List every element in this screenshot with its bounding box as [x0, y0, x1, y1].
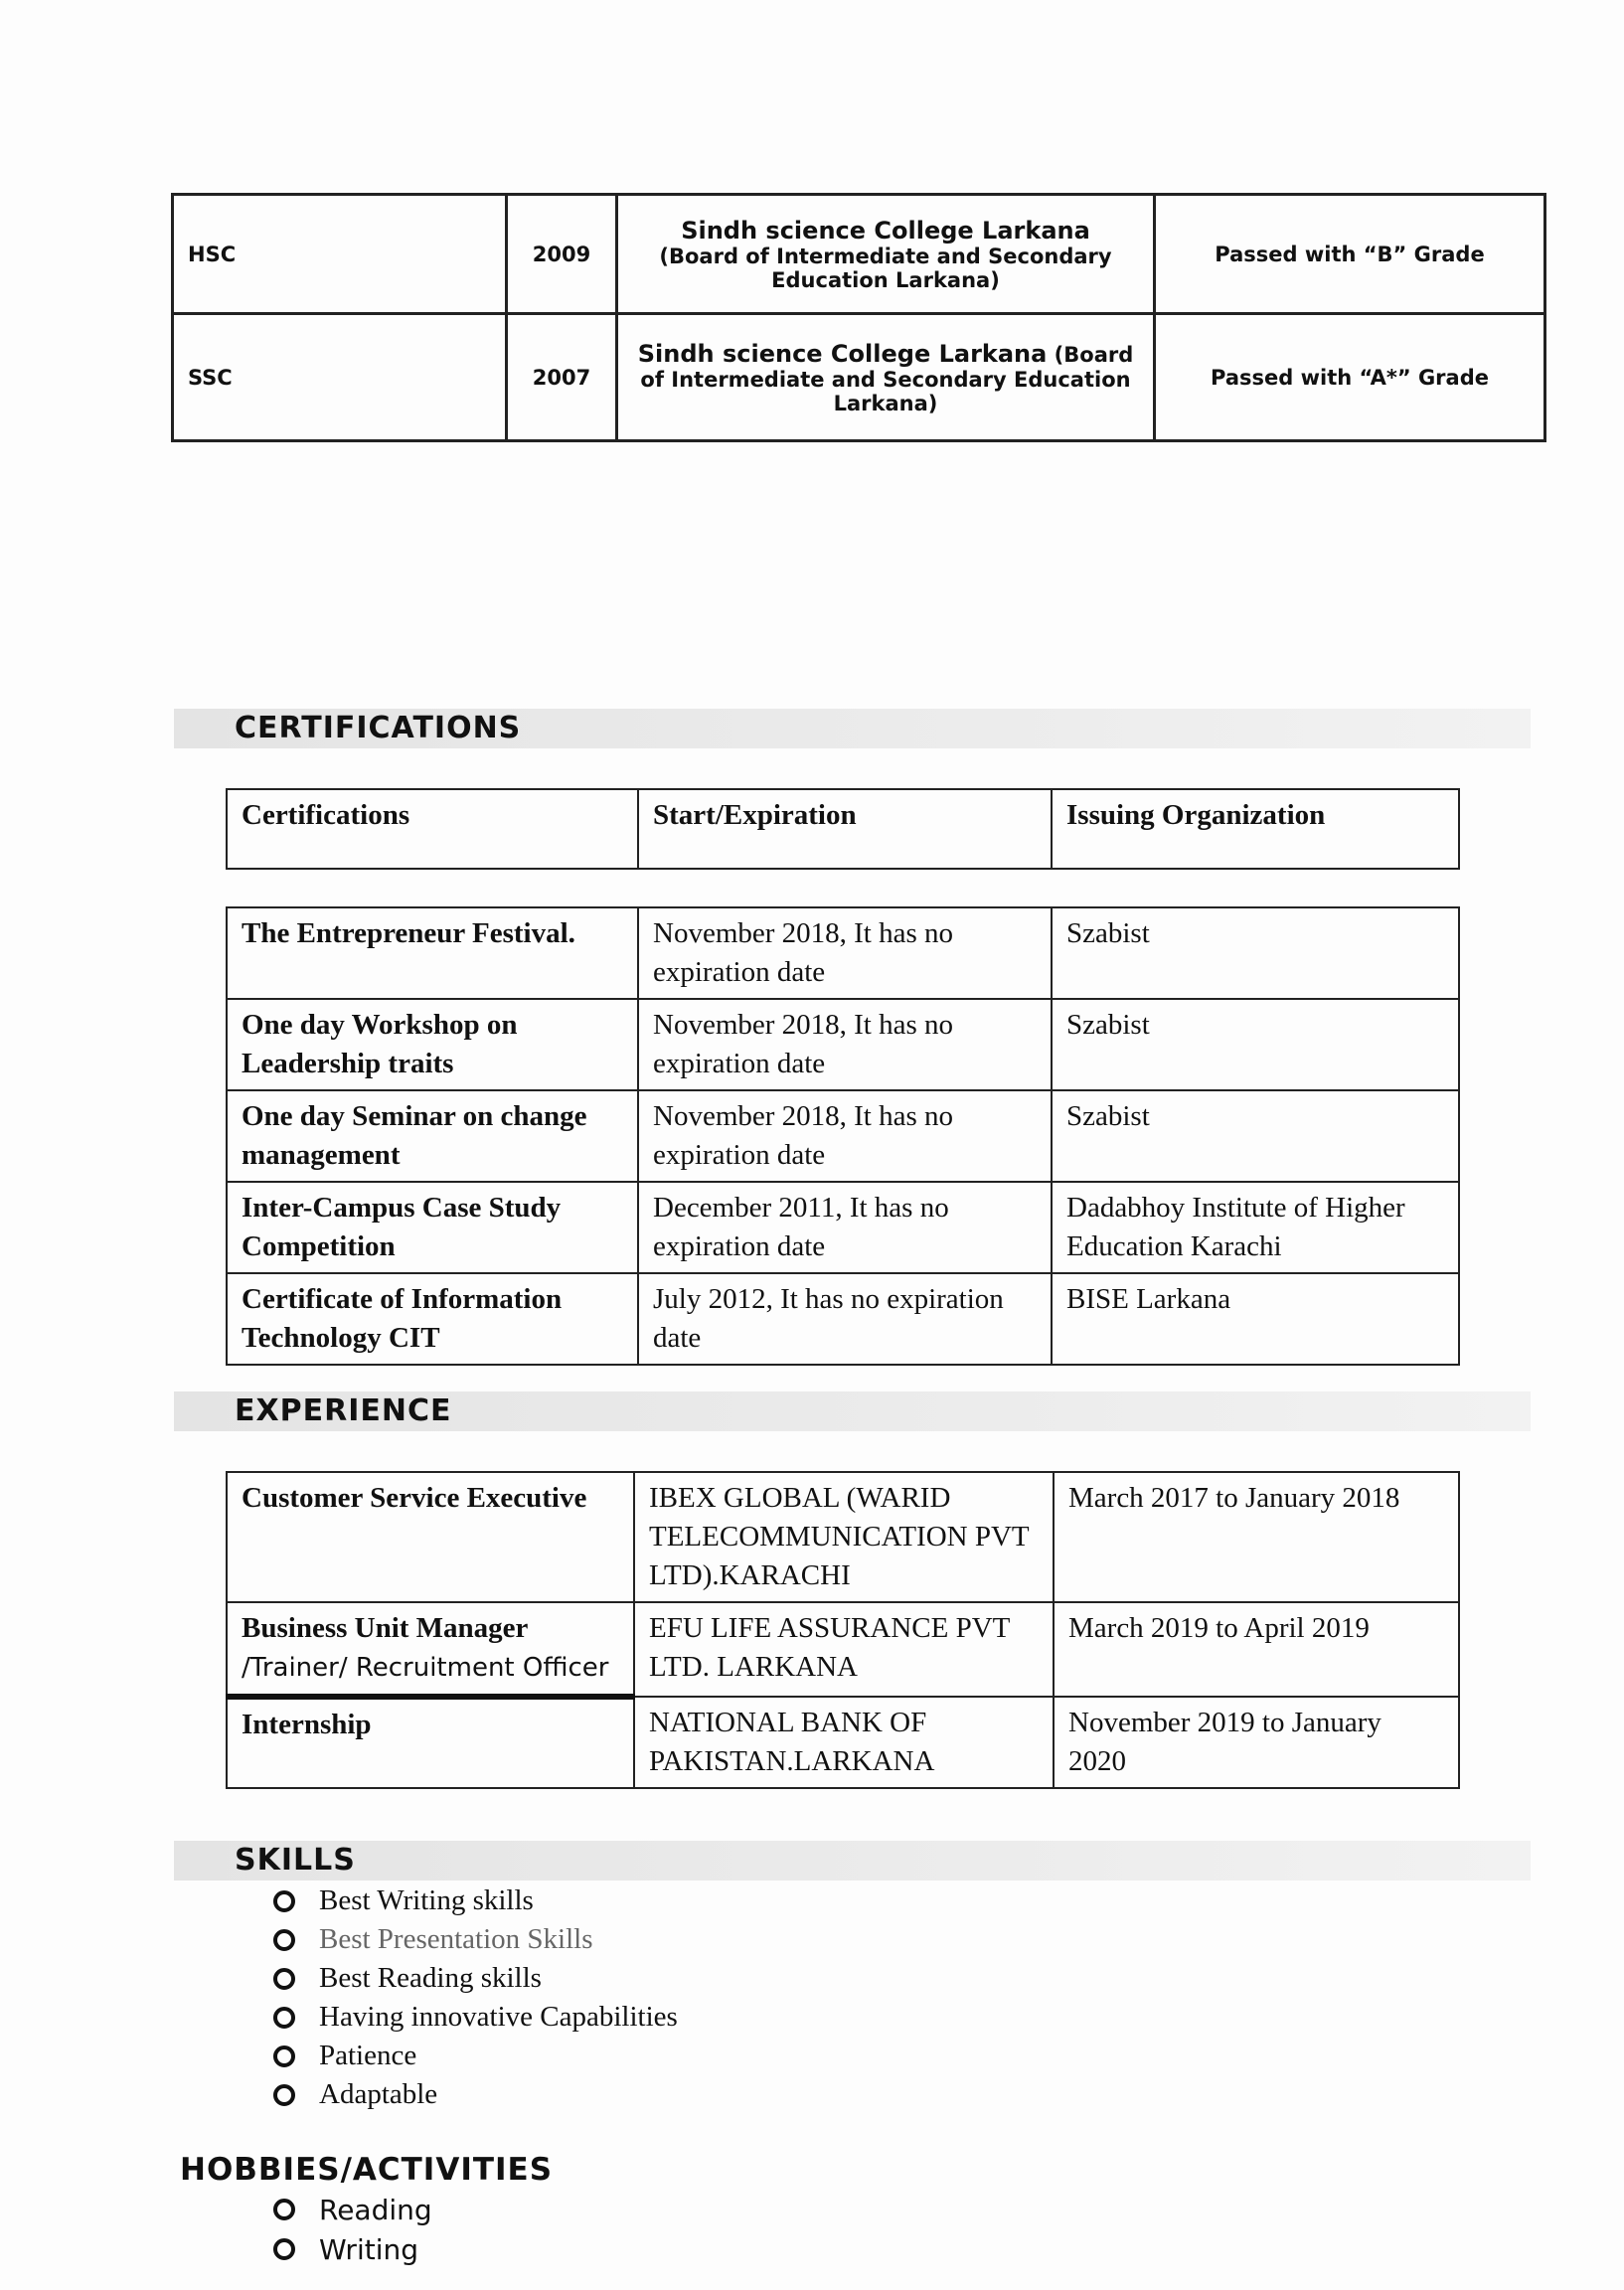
- circle-bullet-icon: [273, 2199, 295, 2220]
- table-row: [227, 1090, 1459, 1182]
- table-row: [227, 1602, 1459, 1697]
- experience-heading: [174, 1391, 1531, 1431]
- role: [227, 1602, 634, 1697]
- circle-bullet-icon: [273, 2045, 295, 2067]
- table-row: [227, 1182, 1459, 1273]
- table-row: [227, 1472, 1459, 1602]
- header-cell: Issuing Organization: [1052, 789, 1459, 869]
- section-title: CERTIFICATIONS: [235, 711, 522, 745]
- list-item: [273, 2037, 678, 2075]
- skills-list: [273, 1881, 678, 2114]
- period: November 2019 to January 2020: [1054, 1697, 1459, 1788]
- skills-heading: [174, 1841, 1531, 1881]
- board-name: (Board of Intermediate and Secondary Education Larkana): [659, 244, 1112, 292]
- cert-issuer: Szabist: [1052, 1090, 1459, 1182]
- circle-bullet-icon: [273, 1968, 295, 1990]
- circle-bullet-icon: [273, 2084, 295, 2106]
- cert-name: One day Seminar on change management: [227, 1090, 638, 1182]
- table-row: [227, 907, 1459, 999]
- section-title: SKILLS: [235, 1843, 356, 1878]
- list-item: [273, 1881, 678, 1920]
- edu-institution: [617, 314, 1155, 441]
- cert-dates: November 2018, It has no expiration date: [638, 907, 1052, 999]
- cert-dates: November 2018, It has no expiration date: [638, 1090, 1052, 1182]
- board-name: (Board of Intermediate and Secondary Education Larkana): [640, 342, 1134, 415]
- circle-bullet-icon: [273, 1890, 295, 1912]
- edu-year: 2009: [507, 195, 617, 314]
- header-cell: Certifications: [227, 789, 638, 869]
- cert-name: Inter-Campus Case Study Competition: [227, 1182, 638, 1273]
- table-row: [227, 1273, 1459, 1365]
- list-item-text: Reading: [319, 2193, 432, 2226]
- role-subtitle: /Trainer/ Recruitment Officer: [242, 1653, 609, 1683]
- list-item: [273, 2190, 432, 2229]
- section-title: EXPERIENCE: [235, 1393, 452, 1428]
- company: NATIONAL BANK OF PAKISTAN.LARKANA: [634, 1697, 1054, 1788]
- certifications-heading: [174, 709, 1531, 748]
- header-cell: Start/Expiration: [638, 789, 1052, 869]
- table-row: [173, 195, 1545, 314]
- experience-table: [226, 1471, 1460, 1789]
- certifications-table: [226, 906, 1460, 1366]
- list-item: [273, 1998, 678, 2037]
- list-item: [273, 2229, 432, 2269]
- edu-institution: [617, 195, 1155, 314]
- cert-name: The Entrepreneur Festival.: [227, 907, 638, 999]
- list-item-text: Best Reading skills: [319, 1962, 542, 1994]
- role: Internship: [227, 1697, 634, 1788]
- list-item-text: Patience: [319, 2040, 417, 2071]
- list-item: [273, 2075, 678, 2114]
- circle-bullet-icon: [273, 1929, 295, 1951]
- edu-level: HSC: [173, 195, 507, 314]
- cert-name: One day Workshop on Leadership traits: [227, 999, 638, 1090]
- cert-issuer: BISE Larkana: [1052, 1273, 1459, 1365]
- table-row: [227, 999, 1459, 1090]
- cert-issuer: Dadabhoy Institute of Higher Education Karachi: [1052, 1182, 1459, 1273]
- table-header-row: [227, 789, 1459, 869]
- education-table: [171, 193, 1546, 442]
- table-row: [227, 1697, 1459, 1788]
- certifications-header-table: [226, 788, 1460, 870]
- list-item-text: Adaptable: [319, 2078, 438, 2110]
- edu-result: Passed with “B” Grade: [1155, 195, 1545, 314]
- period: March 2017 to January 2018: [1054, 1472, 1459, 1602]
- cert-issuer: Szabist: [1052, 907, 1459, 999]
- list-item-text: Best Presentation Skills: [319, 1923, 593, 1955]
- company: IBEX GLOBAL (WARID TELECOMMUNICATION PVT LTD).KARACHI: [634, 1472, 1054, 1602]
- list-item-text: Best Writing skills: [319, 1884, 534, 1916]
- role: Customer Service Executive: [227, 1472, 634, 1602]
- hobbies-heading: HOBBIES/ACTIVITIES: [180, 2152, 554, 2188]
- circle-bullet-icon: [273, 2238, 295, 2260]
- circle-bullet-icon: [273, 2007, 295, 2029]
- company: EFU LIFE ASSURANCE PVT LTD. LARKANA: [634, 1602, 1054, 1697]
- period: March 2019 to April 2019: [1054, 1602, 1459, 1697]
- list-item: [273, 1959, 678, 1998]
- cert-dates: December 2011, It has no expiration date: [638, 1182, 1052, 1273]
- cert-dates: July 2012, It has no expiration date: [638, 1273, 1052, 1365]
- cert-name: Certificate of Information Technology CIT: [227, 1273, 638, 1365]
- list-item-text: Having innovative Capabilities: [319, 2001, 678, 2033]
- table-row: [173, 314, 1545, 441]
- edu-year: 2007: [507, 314, 617, 441]
- cert-issuer: Szabist: [1052, 999, 1459, 1090]
- list-item: [273, 1920, 678, 1959]
- edu-result: Passed with “A*” Grade: [1155, 314, 1545, 441]
- cert-dates: November 2018, It has no expiration date: [638, 999, 1052, 1090]
- hobbies-list: [273, 2190, 432, 2269]
- edu-level: SSC: [173, 314, 507, 441]
- list-item-text: Writing: [319, 2232, 418, 2266]
- institution-name: Sindh science College Larkana: [681, 216, 1090, 245]
- institution-name: Sindh science College Larkana: [637, 339, 1048, 368]
- role-title: Business Unit Manager: [242, 1612, 529, 1644]
